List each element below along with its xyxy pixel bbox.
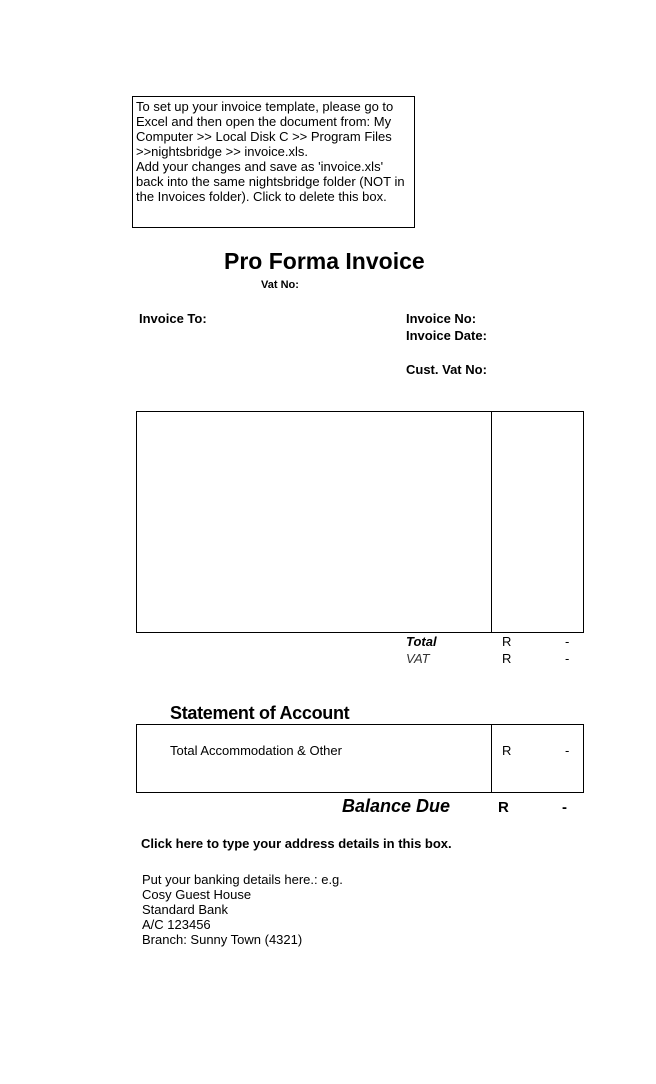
total-value: -: [565, 634, 570, 649]
statement-title: Statement of Account: [170, 703, 350, 723]
banking-line: A/C 123456: [142, 917, 211, 932]
total-label: Total: [406, 634, 437, 649]
banking-line: Put your banking details here.: e.g.: [142, 872, 343, 887]
vat-label: VAT: [406, 651, 430, 666]
banking-line: Standard Bank: [142, 902, 229, 917]
line-items-table: [136, 411, 584, 633]
statement-row-currency: R: [502, 743, 512, 758]
instructions-line: To set up your invoice template, please go to: [136, 99, 394, 114]
invoice-no-label: Invoice No:: [406, 311, 477, 326]
instructions-line: >>nightsbridge >> invoice.xls.: [136, 144, 308, 159]
cust-vat-no-label: Cust. Vat No:: [406, 362, 487, 377]
balance-due-currency: R: [498, 799, 509, 816]
vat-currency: R: [502, 651, 512, 666]
banking-line: Branch: Sunny Town (4321): [142, 932, 303, 947]
banking-details-box[interactable]: [142, 872, 343, 947]
balance-due-label: Balance Due: [342, 796, 451, 816]
instructions-line: Excel and then open the document from: My: [136, 114, 392, 129]
statement-row-label: Total Accommodation & Other: [170, 743, 342, 758]
line-items-column-divider: [491, 411, 492, 633]
total-currency: R: [502, 634, 512, 649]
instructions-line: Computer >> Local Disk C >> Program Files: [136, 129, 392, 144]
vat-no-label: Vat No:: [261, 279, 299, 291]
balance-due-value: -: [562, 799, 567, 816]
invoice-title: Pro Forma Invoice: [224, 248, 425, 274]
instructions-line: the Invoices folder). Click to delete this box.: [136, 189, 387, 204]
vat-value: -: [565, 651, 570, 666]
invoice-date-label: Invoice Date:: [406, 328, 487, 343]
instructions-line: Add your changes and save as 'invoice.xls': [136, 159, 384, 174]
statement-table: [136, 724, 584, 793]
statement-column-divider: [491, 724, 492, 793]
address-details-box[interactable]: Click here to type your address details in this box.: [141, 836, 452, 851]
instructions-box[interactable]: [132, 96, 415, 228]
instructions-line: back into the same nightsbridge folder (NOT in: [136, 174, 405, 189]
banking-line: Cosy Guest House: [142, 887, 252, 902]
statement-row-value: -: [565, 743, 570, 758]
invoice-to-label: Invoice To:: [139, 311, 207, 326]
